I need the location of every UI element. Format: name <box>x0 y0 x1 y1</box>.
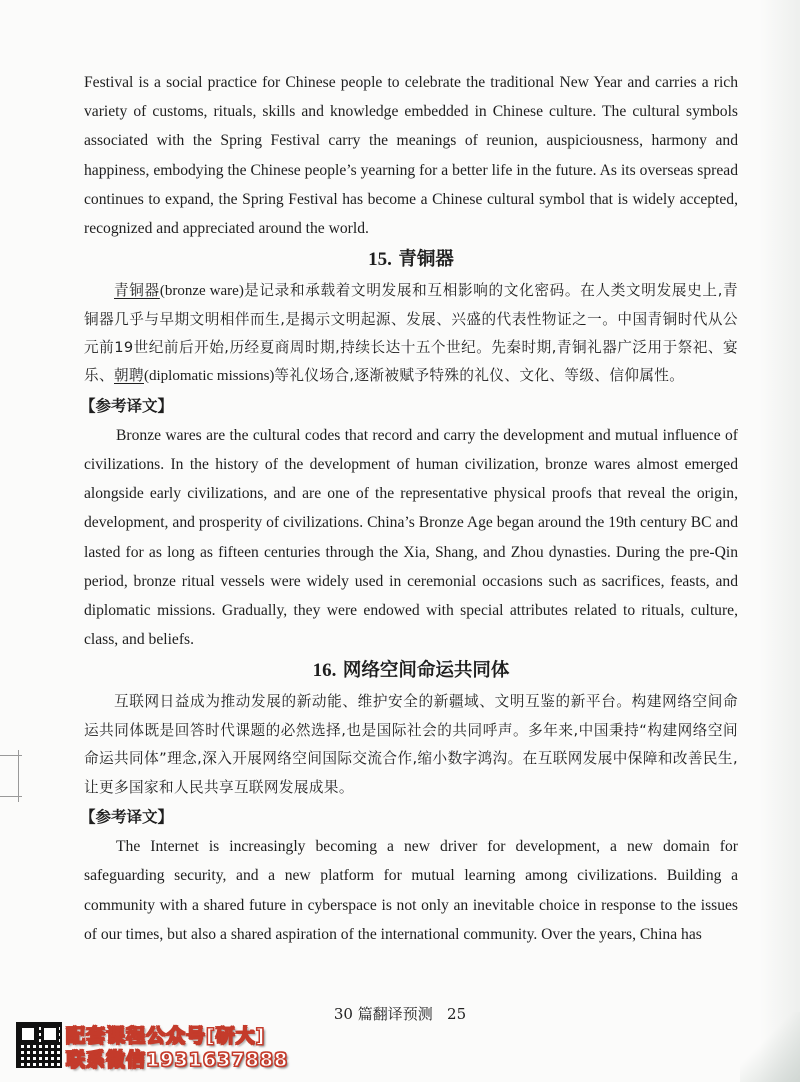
section-15-title: 青铜器 <box>398 249 454 271</box>
section-16 <box>80 654 738 948</box>
term-diplomatic-missions: 朝聘 <box>114 367 144 385</box>
intro-paragraph: Festival is a social practice for Chinese people to celebrate the traditional New Year and carries a rich variety of customs, rituals, skills and knowledge embedded in Chinese culture. The cultural symbols associated with the Spring Festival carry the meanings of reunion, auspiciousness, harmony and happiness, embodying the Chinese people’s yearning for a better life in the future. As its overseas spread continues to expand, the Spring Festival has become a Chinese cultural symbol that is widely accepted, recognized and appreciated around the world. <box>84 74 738 238</box>
source-text-part2: 等礼仪场合,逐渐被赋予特殊的礼仪、文化、等级、信仰属性。 <box>274 367 685 385</box>
watermark-line-1: 配套课程公众号[研大] <box>66 1025 266 1047</box>
term-bronze-ware: 青铜器 <box>114 282 160 300</box>
watermark <box>16 1022 336 1070</box>
qr-code-icon <box>16 1022 62 1068</box>
section-15-source-text <box>84 277 738 391</box>
term-bronze-ware-gloss: (bronze ware) <box>159 283 244 300</box>
section-16-source-text: 互联网日益成为推动发展的新动能、维护安全的新疆域、文明互鉴的新平台。构建网络空间命运共同体既是回答时代课题的必然选择,也是国际社会的共同呼声。多年来,中国秉持“构建网络空间命运共同体”理念,深入开展网络空间国际交流合作,缩小数字鸿沟。在互联网发展中保障和改善民生,让更多国家和人民共享互联网发展成果。 <box>84 693 738 796</box>
term-diplomatic-missions-gloss: (diplomatic missions) <box>144 368 275 385</box>
page-content <box>80 68 739 949</box>
section-16-reference-label: 【参考译文】 <box>80 808 174 827</box>
section-15-heading <box>84 243 738 277</box>
watermark-line-2: 联系微信1931637888 <box>66 1049 289 1071</box>
section-15-reference-label: 【参考译文】 <box>80 396 174 415</box>
page-edge-shadow <box>760 0 800 1082</box>
binding-marks <box>0 755 22 797</box>
section-15-number: 15. <box>368 249 392 271</box>
footer-book-title: 30 篇翻译预测 <box>333 1005 433 1023</box>
section-16-number: 16. <box>312 660 337 682</box>
section-16-translation: The Internet is increasingly becoming a new driver for development, a new domain for safeguarding security, and a new platform for mutual learning among civilizations. Building a community with a shared future in cyberspace is not only an inevitable choice in response to the issues of our times, but also a shared aspiration of the international community. Over the years, China has <box>84 838 738 943</box>
section-16-title: 网络空间命运共同体 <box>342 660 510 682</box>
section-15 <box>80 243 739 654</box>
footer-page-number: 25 <box>447 1005 467 1023</box>
section-15-translation: Bronze wares are the cultural codes that record and carry the development and mutual influence of civilizations. In the history of the development of human civilization, bronze wares almost emerged alongside early civilizations, and are one of the representative physical proofs that reveal the origin, development, and prosperity of civilizations. China’s Bronze Age began around the 19th century BC and lasted for as long as fifteen centuries through the Xia, Shang, and Zhou dynasties. During the pre-Qin period, bronze ritual vessels were widely used in ceremonial occasions such as sacrifices, feasts, and diplomatic missions. Gradually, they were endowed with special attributes related to rituals, culture, class, and beliefs. <box>84 426 738 649</box>
section-16-heading <box>84 654 738 688</box>
source-text-part1: 是记录和承载着文明发展和互相影响的文化密码。在人类文明发展史上,青铜器几乎与早期文明相伴而生,是揭示文明起源、发展、兴盛的代表性物证之一。中国青铜时代从公元前19世纪前后开始,历经夏商周时期,持续长达十五个世纪。先秦时期,青铜礼器广泛用于祭祀、宴乐、 <box>84 282 739 385</box>
